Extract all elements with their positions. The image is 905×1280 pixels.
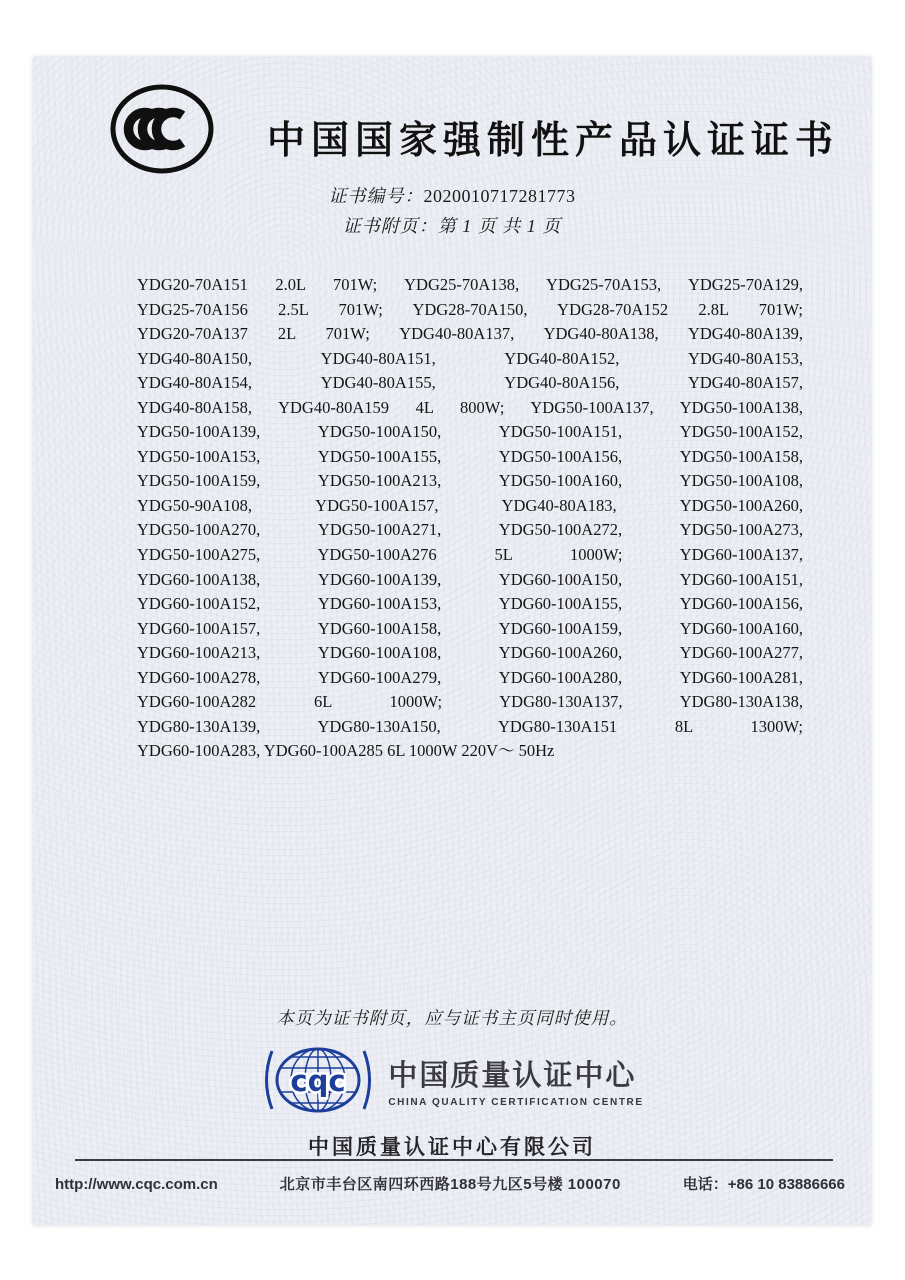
model-list-line: YDG20-70A151 2.0L 701W; YDG25-70A138, YDG25-70A153, YDG25-70A129, [137, 275, 803, 294]
model-list-line: YDG20-70A137 2L 701W; YDG40-80A137, YDG40-80A138, YDG40-80A139, [137, 324, 803, 344]
company-name: 中国质量认证中心有限公司 [308, 1136, 596, 1159]
address: 北京市丰台区南四环西路188号九区5号楼 100070 [279, 1176, 621, 1193]
model-list-line: YDG40-80A158, YDG40-80A159 4L 800W; YDG50-100A137, YDG50-100A138, [137, 397, 803, 417]
website-url: http://www.cqc.com.cn [55, 1176, 218, 1193]
model-list-line: YDG60-100A283, YDG60-100A285 6L 1000W 220V～ 50Hz [137, 741, 555, 761]
model-list-line: YDG60-100A278, YDG60-100A279, YDG60-100A280, YDG60-100A281, [137, 667, 803, 687]
cqc-name-cn: 中国质量认证中心 [388, 1059, 637, 1092]
model-list-line: YDG40-80A154, YDG40-80A155, YDG40-80A156, YDG40-80A157, [137, 373, 803, 393]
model-list-line: YDG50-100A159, YDG50-100A213, YDG50-100A160, YDG50-100A108, [137, 471, 803, 491]
model-list-line: YDG40-80A150, YDG40-80A151, YDG40-80A152, YDG40-80A153, [137, 348, 803, 368]
model-list-line: YDG50-100A153, YDG50-100A155, YDG50-100A156, YDG50-100A158, [137, 446, 803, 466]
cert-number-value: 2020010717281773 [423, 186, 576, 206]
cert-number-label: 证书编号： [328, 186, 424, 206]
phone-number: +86 10 83886666 [727, 1176, 845, 1193]
model-list-line: YDG80-130A139, YDG80-130A150, YDG80-130A151 8L 1300W; [137, 716, 803, 736]
footer-note: 本页为证书附页，应与证书主页同时使用。 [276, 1008, 628, 1028]
model-list-line: YDG60-100A138, YDG60-100A139, YDG60-100A150, YDG60-100A151, [137, 569, 803, 589]
model-list-line: YDG60-100A282 6L 1000W; YDG80-130A137, YDG80-130A138, [137, 692, 803, 712]
model-list-line: YDG50-100A139, YDG50-100A150, YDG50-100A151, YDG50-100A152, [137, 422, 803, 442]
phone-label: 电话： [682, 1176, 728, 1193]
cqc-globe-icon [260, 1043, 376, 1117]
model-list-line: YDG60-100A157, YDG60-100A158, YDG60-100A159, YDG60-100A160, [137, 618, 803, 638]
model-list-line: YDG50-100A275, YDG50-100A276 5L 1000W; YDG60-100A137, [137, 545, 803, 565]
cqc-name-en: CHINA QUALITY CERTIFICATION CENTRE [388, 1096, 644, 1108]
footer-divider [75, 1159, 833, 1161]
model-list-line: YDG50-90A108, YDG50-100A157, YDG40-80A183, YDG50-100A260, [137, 495, 803, 515]
footer-contact-row [33, 1173, 871, 1194]
model-list [137, 273, 803, 764]
model-list-line: YDG25-70A156 2.5L 701W; YDG28-70A150, YDG28-70A152 2.8L 701W; [137, 299, 803, 319]
ccc-logo-icon [109, 83, 215, 175]
phone [683, 1173, 845, 1194]
cert-number-line [33, 181, 871, 211]
certificate-title: 中国国家强制性产品认证证书 [267, 120, 840, 162]
cqc-monogram: cqc [290, 1064, 346, 1098]
model-list-line: YDG50-100A270, YDG50-100A271, YDG50-100A272, YDG50-100A273, [137, 520, 803, 540]
certificate-meta [33, 181, 871, 241]
cqc-names [388, 1053, 643, 1108]
cert-page-info: 证书附页：第 1 页 共 1 页 [342, 216, 562, 236]
certificate-page [33, 57, 871, 1225]
model-list-line: YDG60-100A152, YDG60-100A153, YDG60-100A155, YDG60-100A156, [137, 594, 803, 614]
model-list-line: YDG60-100A213, YDG60-100A108, YDG60-100A260, YDG60-100A277, [137, 643, 803, 663]
cqc-logo-block [33, 1043, 871, 1117]
